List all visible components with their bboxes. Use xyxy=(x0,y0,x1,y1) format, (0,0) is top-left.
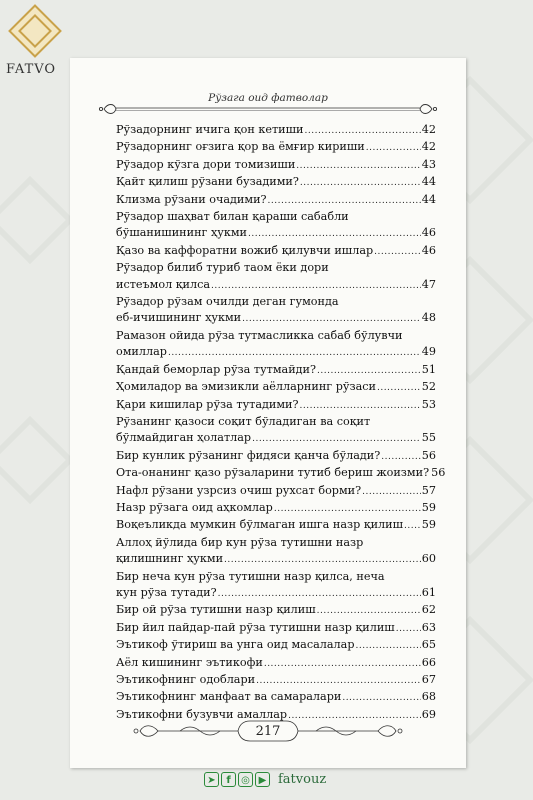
toc-line xyxy=(116,328,436,344)
facebook-icon[interactable]: f xyxy=(221,772,236,787)
toc-entry-title: Назр рўзага оид аҳкомлар xyxy=(116,500,273,514)
toc-entry xyxy=(116,362,436,379)
toc-entry-title: Рўзадор билиб туриб таом ёки дори xyxy=(116,261,329,275)
toc-leader-dots xyxy=(374,244,421,260)
toc-page-number: 49 xyxy=(421,345,436,359)
toc-entry-title: бўлмайдиган ҳолатлар xyxy=(116,431,252,445)
toc-line xyxy=(116,414,436,430)
toc-page-number: 53 xyxy=(421,397,436,411)
toc-page-number: 61 xyxy=(421,585,436,599)
table-of-contents xyxy=(116,122,446,724)
toc-line xyxy=(116,209,436,225)
toc-leader-dots xyxy=(317,363,421,379)
toc-page-number: 47 xyxy=(421,277,436,291)
toc-line xyxy=(116,379,436,396)
toc-leader-dots xyxy=(248,226,421,242)
toc-page-number: 57 xyxy=(421,483,436,497)
toc-entry xyxy=(116,122,436,139)
toc-leader-dots xyxy=(305,123,421,139)
toc-leader-dots xyxy=(296,158,420,174)
toc-entry-title: истеъмол қилса xyxy=(116,277,211,291)
toc-entry-title: қилишнинг ҳукми xyxy=(116,552,224,566)
toc-page-number: 56 xyxy=(431,466,446,480)
toc-entry-title: Рўзадор шаҳват билан қараши сабабли xyxy=(116,210,349,224)
toc-entry-title: Нафл рўзани узрсиз очиш рухсат борми? xyxy=(116,483,362,497)
toc-page-number: 44 xyxy=(421,175,436,189)
toc-entry-title: Клизма рўзани очадими? xyxy=(116,192,267,206)
toc-entry-title: Рўзадорнинг оғзига қор ва ёмғир кириши xyxy=(116,140,365,154)
toc-page-number: 67 xyxy=(421,673,436,686)
toc-line xyxy=(116,243,436,260)
toc-line xyxy=(116,655,436,672)
toc-page-number: 65 xyxy=(421,638,436,652)
instagram-icon[interactable]: ◎ xyxy=(238,772,253,787)
toc-page-number: 66 xyxy=(421,655,436,669)
toc-entry xyxy=(116,397,436,414)
logo-text: FATVO xyxy=(6,62,57,77)
toc-page-number: 55 xyxy=(421,431,436,445)
toc-leader-dots xyxy=(300,398,421,414)
toc-entry-title: Рўзанинг қазоси соқит бўладиган ва соқит xyxy=(116,414,371,428)
toc-line xyxy=(116,569,436,585)
toc-page-number: 44 xyxy=(421,192,436,206)
toc-entry-title: Рўзадор рўзам очилди деган гумонда xyxy=(116,295,339,309)
toc-leader-dots xyxy=(168,345,421,361)
toc-leader-dots xyxy=(242,311,421,327)
toc-entry xyxy=(116,620,436,637)
toc-entry xyxy=(116,602,436,619)
toc-entry-title: омиллар xyxy=(116,345,167,359)
toc-line xyxy=(116,620,436,637)
toc-leader-dots xyxy=(211,278,421,294)
toc-line xyxy=(116,585,436,602)
toc-page-number: 68 xyxy=(421,690,436,704)
toc-entry xyxy=(116,209,436,243)
toc-entry-title: Эътикофнинг манфаат ва самаралари xyxy=(116,690,342,704)
toc-entry xyxy=(116,192,436,209)
toc-line xyxy=(116,225,436,242)
toc-entry xyxy=(116,414,436,448)
toc-leader-dots xyxy=(317,603,421,619)
running-header: Рўзага оид фатволар xyxy=(208,92,328,104)
toc-line xyxy=(116,277,436,294)
toc-entry xyxy=(116,448,436,465)
toc-entry xyxy=(116,483,436,500)
toc-entry xyxy=(116,260,436,294)
toc-leader-dots xyxy=(355,638,420,654)
toc-leader-dots xyxy=(396,621,421,637)
toc-entry xyxy=(116,157,436,174)
toc-line xyxy=(116,551,436,568)
toc-line xyxy=(116,157,436,174)
toc-page-number: 46 xyxy=(421,243,436,257)
toc-entry xyxy=(116,500,436,517)
toc-entry-title: Рўзадор кўзга дори томизиши xyxy=(116,157,296,171)
toc-entry-title: Эътикоф ўтириш ва унга оид масалалар xyxy=(116,638,355,652)
toc-line xyxy=(116,310,436,327)
toc-leader-dots xyxy=(381,449,421,465)
toc-leader-dots xyxy=(300,175,421,191)
toc-entry-title: Рамазон ойида рўза тутмасликка сабаб бўлувчи xyxy=(116,328,403,342)
toc-page-number: 59 xyxy=(421,500,436,514)
toc-entry xyxy=(116,243,436,260)
toc-leader-dots xyxy=(224,552,421,568)
toc-entry xyxy=(116,672,436,689)
toc-entry-title: Эътикофнинг одоблари xyxy=(116,673,256,686)
book-page xyxy=(70,58,466,768)
toc-entry-title: Воқеъликда мумкин бўлмаган ишга назр қилиш xyxy=(116,518,404,532)
toc-line xyxy=(116,535,436,551)
toc-entry-title: Эътикофни бузувчи амаллар xyxy=(116,707,288,721)
toc-leader-dots xyxy=(274,501,421,517)
toc-entry-title: Бир неча кун рўза тутишни назр қилса, неча xyxy=(116,569,385,583)
toc-line xyxy=(116,122,436,139)
toc-line xyxy=(116,344,436,361)
toc-entry-title: Аллоҳ йўлида бир кун рўза тутишни назр xyxy=(116,535,364,549)
toc-entry-title: Бир кунлик рўзанинг фидяси қанча бўлади? xyxy=(116,448,381,462)
toc-line xyxy=(116,174,436,191)
toc-entry xyxy=(116,535,436,569)
toc-line xyxy=(116,260,436,276)
toc-page-number: 42 xyxy=(421,140,436,154)
toc-line xyxy=(116,602,436,619)
toc-leader-dots xyxy=(342,690,420,706)
toc-entry-title: Қазо ва каффоратни вожиб қилувчи ишлар xyxy=(116,243,374,257)
toc-page-number: 52 xyxy=(421,380,436,394)
toc-entry xyxy=(116,517,436,534)
toc-entry xyxy=(116,465,446,482)
toc-page-number: 42 xyxy=(421,123,436,136)
toc-entry xyxy=(116,655,436,672)
toc-entry-title: бўшанишининг ҳукми xyxy=(116,226,247,240)
toc-line xyxy=(116,430,436,447)
social-handle[interactable]: fatvouz xyxy=(278,772,327,787)
toc-entry xyxy=(116,637,436,654)
toc-entry-title: еб-ичишининг ҳукми xyxy=(116,311,242,325)
header-ornament-rule xyxy=(70,100,466,116)
toc-line xyxy=(116,294,436,310)
toc-entry-title: Қайт қилиш рўзани бузадими? xyxy=(116,175,299,189)
toc-page-number: 60 xyxy=(421,552,436,566)
youtube-icon[interactable]: ▶ xyxy=(255,772,270,787)
toc-page-number: 63 xyxy=(421,620,436,634)
page-number: 217 xyxy=(255,724,281,739)
toc-leader-dots xyxy=(362,484,421,500)
toc-entry xyxy=(116,294,436,328)
toc-line xyxy=(116,483,436,500)
toc-page-number: 43 xyxy=(421,157,436,171)
toc-page-number: 48 xyxy=(421,311,436,325)
toc-entry-title: Рўзадорнинг ичига қон кетиши xyxy=(116,123,304,136)
toc-line xyxy=(116,672,436,689)
toc-entry xyxy=(116,328,436,362)
telegram-icon[interactable]: ➤ xyxy=(204,772,219,787)
toc-line xyxy=(116,637,436,654)
toc-entry-title: Ҳомиладор ва эмизикли аёлларнинг рўзаси xyxy=(116,380,376,394)
toc-leader-dots xyxy=(218,586,421,602)
toc-line xyxy=(116,500,436,517)
toc-entry xyxy=(116,569,436,603)
toc-entry-title: кун рўза тутади? xyxy=(116,585,217,599)
social-bar xyxy=(204,772,326,787)
toc-leader-dots xyxy=(256,673,421,689)
toc-entry-title: Бир ой рўза тутишни назр қилиш xyxy=(116,603,316,617)
toc-entry xyxy=(116,379,436,396)
toc-line xyxy=(116,192,436,209)
toc-leader-dots xyxy=(268,193,421,209)
toc-page-number: 56 xyxy=(421,448,436,462)
toc-line xyxy=(116,397,436,414)
toc-leader-dots xyxy=(404,518,421,534)
toc-entry xyxy=(116,689,436,706)
toc-page-number: 59 xyxy=(421,518,436,532)
toc-line xyxy=(116,139,436,156)
toc-entry-title: Қандай беморлар рўза тутмайди? xyxy=(116,362,317,376)
toc-leader-dots xyxy=(252,431,421,447)
toc-leader-dots xyxy=(366,140,421,156)
toc-page-number: 62 xyxy=(421,603,436,617)
toc-entry-title: Қари кишилар рўза тутадими? xyxy=(116,397,299,411)
toc-line xyxy=(116,517,436,534)
toc-leader-dots xyxy=(264,656,421,672)
toc-page-number: 46 xyxy=(421,226,436,240)
toc-line xyxy=(116,689,436,706)
toc-page-number: 51 xyxy=(421,362,436,376)
toc-line xyxy=(116,362,436,379)
toc-leader-dots xyxy=(377,380,421,396)
toc-line xyxy=(116,448,436,465)
toc-page-number: 69 xyxy=(421,707,436,721)
toc-entry-title: Ота-онанинг қазо рўзаларини тутиб бериш жоизми? xyxy=(116,466,430,480)
toc-entry-title: Аёл кишининг эътикофи xyxy=(116,655,263,669)
toc-entry-title: Бир йил пайдар-пай рўза тутишни назр қилиш xyxy=(116,620,395,634)
toc-line xyxy=(116,465,446,482)
toc-entry xyxy=(116,139,436,156)
toc-entry xyxy=(116,174,436,191)
